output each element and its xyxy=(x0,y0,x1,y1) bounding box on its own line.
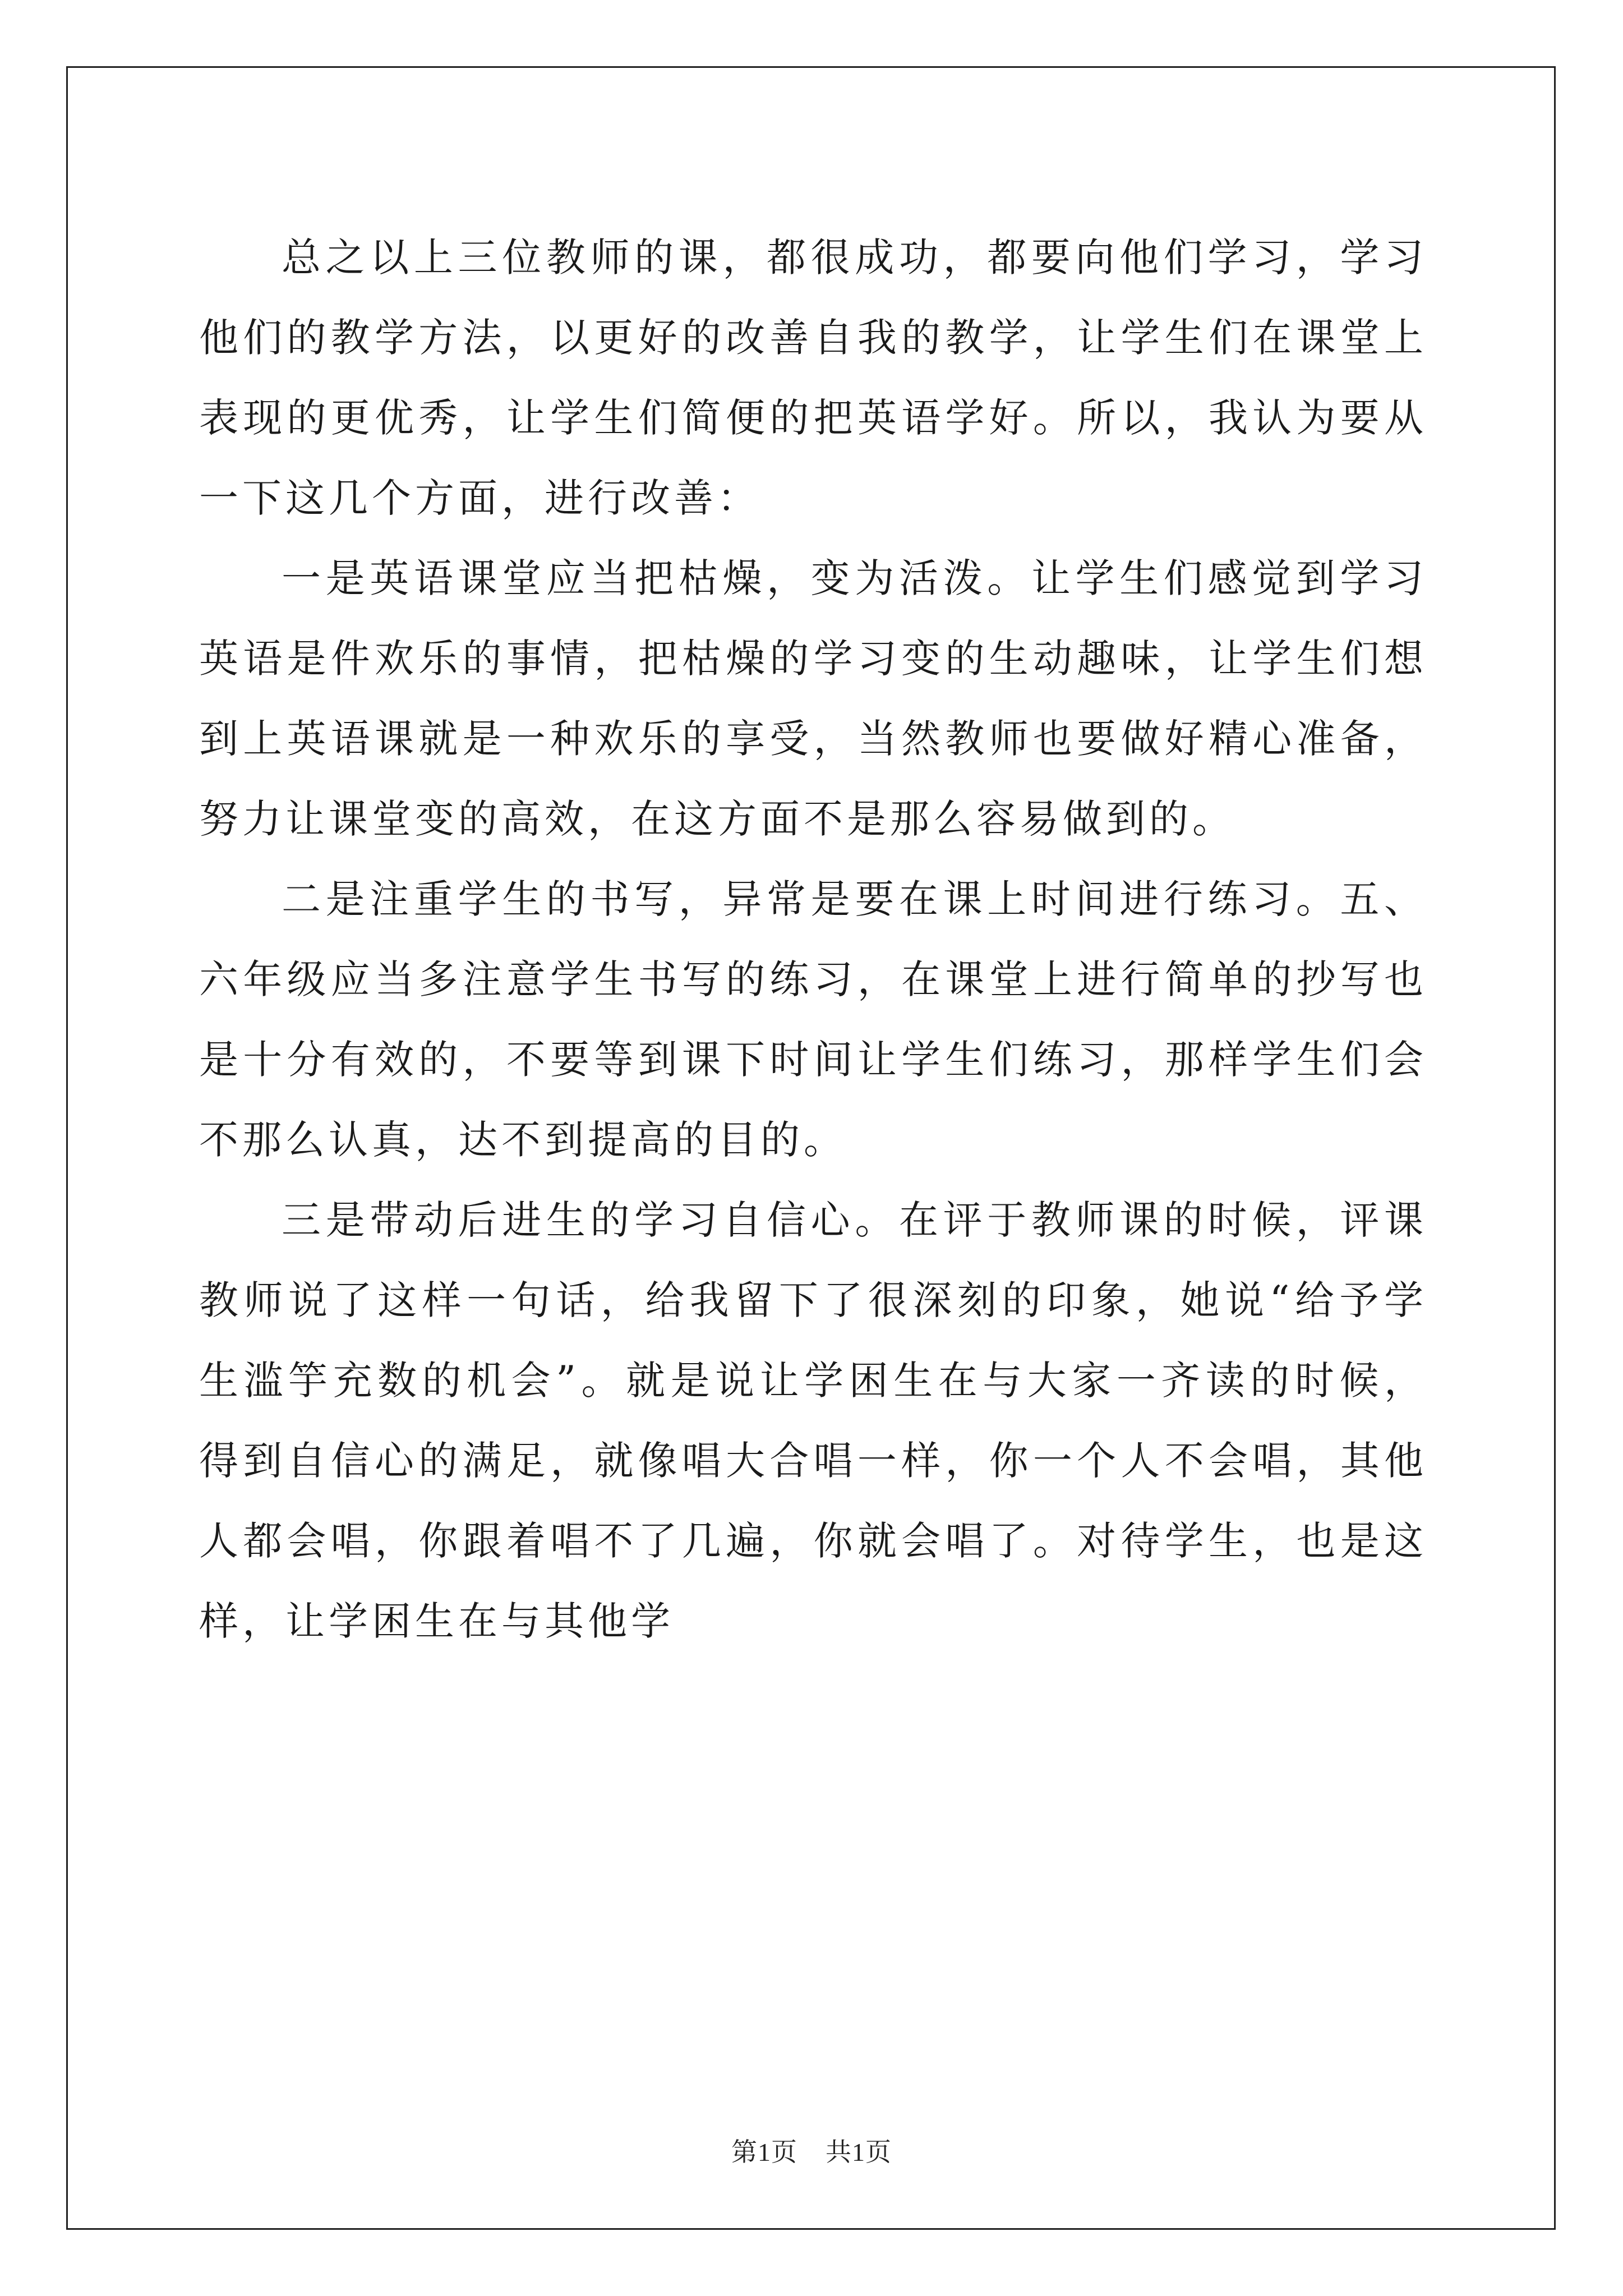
page-footer xyxy=(0,2132,1623,2169)
page-number-total: 共1页 xyxy=(826,2138,892,2166)
paragraph-4: 三是带动后进生的学习自信心。在评于教师课的时候，评课教师说了这样一句话，给我留下了很深刻的印象，她说“给予学生滥竽充数的机会”。就是说让学困生在与大家一齐读的时候，得到自信心的满足，就像唱大合唱一样，你一个人不会唱，其他人都会唱，你跟着唱不了几遍，你就会唱了。对待学生，也是这样，让学困生在与其他学 xyxy=(199,1197,1427,1644)
paragraph-3: 二是注重学生的书写，异常是要在课上时间进行练习。五、六年级应当多注意学生书写的练习，在课堂上进行简单的抄写也是十分有效的，不要等到课下时间让学生们练习，那样学生们会不那么认真，达不到提高的目的。 xyxy=(199,876,1427,1163)
page-number-current: 第1页 xyxy=(731,2138,797,2166)
paragraph-1: 总之以上三位教师的课，都很成功，都要向他们学习，学习他们的教学方法，以更好的改善自我的教学，让学生们在课堂上表现的更优秀，让学生们简便的把英语学好。所以，我认为要从一下这几个方面，进行改善： xyxy=(199,234,1427,521)
document-body xyxy=(199,218,1427,1662)
paragraph-2: 一是英语课堂应当把枯燥，变为活泼。让学生们感觉到学习英语是件欢乐的事情，把枯燥的学习变的生动趣味，让学生们想到上英语课就是一种欢乐的享受，当然教师也要做好精心准备，努力让课堂变的高效，在这方面不是那么容易做到的。 xyxy=(199,555,1427,842)
